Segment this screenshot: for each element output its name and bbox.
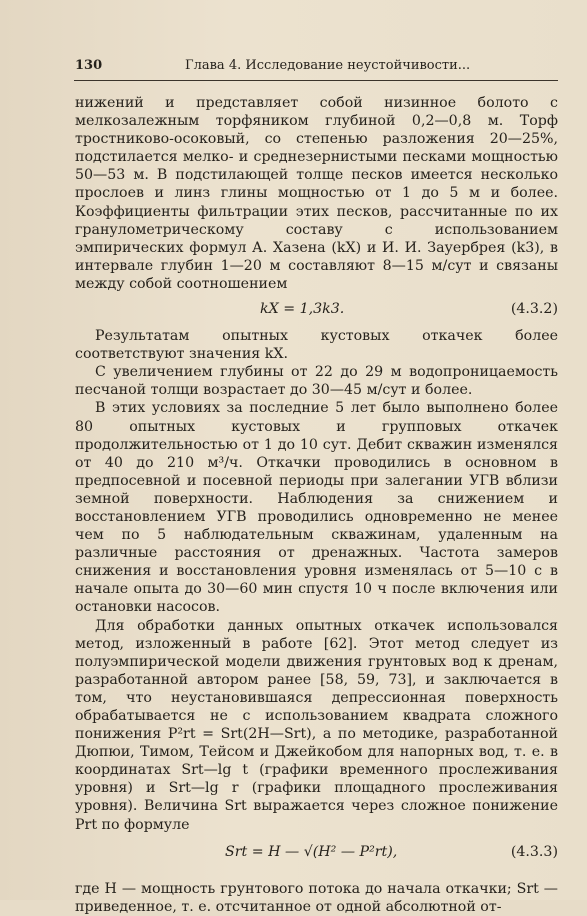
- running-header: [75, 58, 555, 74]
- formula-expression: kX = 1,3k3.: [260, 301, 345, 318]
- equation-number: (4.3.3): [510, 843, 558, 860]
- formula-4-3-3: [75, 840, 558, 872]
- chapter-title: Глава 4. Исследование неустойчивости...: [185, 58, 471, 73]
- equation-number: (4.3.2): [510, 301, 558, 318]
- paragraph-2: Результатам опытных кустовых откачек более соответствуют значения kX.: [75, 328, 558, 363]
- page-body: [75, 94, 558, 916]
- formula-4-3-2: [75, 297, 558, 321]
- page-number: 130: [75, 58, 103, 73]
- header-rule: [74, 80, 558, 81]
- paragraph-1: нижений и представляет собой низинное болото с мелкозалежным торфяником глубиной 0,2—0,8 м. Торф тростниково-осоковый, со степенью разложения 20—25%, подстилается мелко- и среднезернистыми песками мощностью 50—53 м. В подстилающей толще песков имеется несколько прослоев и линз глины мощностью от 1 до 5 м и более. Коэффициенты фильтрации этих песков, рассчитанные по их гранулометрическому составу с использованием эмпирических формул А. Хазена (kX) и И. И. Зауербрея (k3), в интервале глубин 1—20 м составляют 8—15 м/сут и связаны между собой соотношением: [75, 95, 558, 292]
- formula-expression: Srt = H — √(H² — P²rt),: [225, 843, 398, 860]
- paragraph-5: Для обработки данных опытных откачек использовался метод, изложенный в работе [62]. Этот метод следует из полуэмпирической модели движения грунтовых вод к дренам, разработанной автором ранее [58, 59, 73], и заключается в том, что неустановившаяся депрессионная поверхность обрабатывается не с использованием квадрата сложного понижения P²rt = Srt(2H—Srt), а по методике, разработанной Дюпюи, Тимом, Тейсом и Джейкобом для напорных вод, т. е. в координатах Srt—lg t (графики временного прослеживания уровня) и Srt—lg r (графики площадного прослеживания уровня). Величина Srt выражается через сложное понижение Prt по формуле: [75, 617, 558, 833]
- paragraph-6: где H — мощность грунтового потока до начала откачки; Srt — приведенное, т. е. отсчитанное от одной абсолютной от-: [75, 880, 558, 915]
- paragraph-3: С увеличением глубины от 22 до 29 м водопроницаемость песчаной толщи возрастает до 30—45 м/сут и более.: [75, 364, 558, 399]
- paragraph-4: В этих условиях за последние 5 лет было выполнено более 80 опытных кустовых и групповых откачек продолжительностью от 1 до 10 сут. Дебит скважин изменялся от 40 до 210 м³/ч. Откачки проводились в основном в предпосевной и посевной периоды при залегании УГВ вблизи земной поверхности. Наблюдения за снижением и восстановлением УГВ проводились одновременно не менее чем по 5 наблюдательным скважинам, удаленным на различные расстояния от дренажных. Частота замеров снижения и восстановления уровня изменялась от 5—10 с в начале опыта до 30—60 мин спустя 10 ч после включения или остановки насосов.: [75, 400, 558, 616]
